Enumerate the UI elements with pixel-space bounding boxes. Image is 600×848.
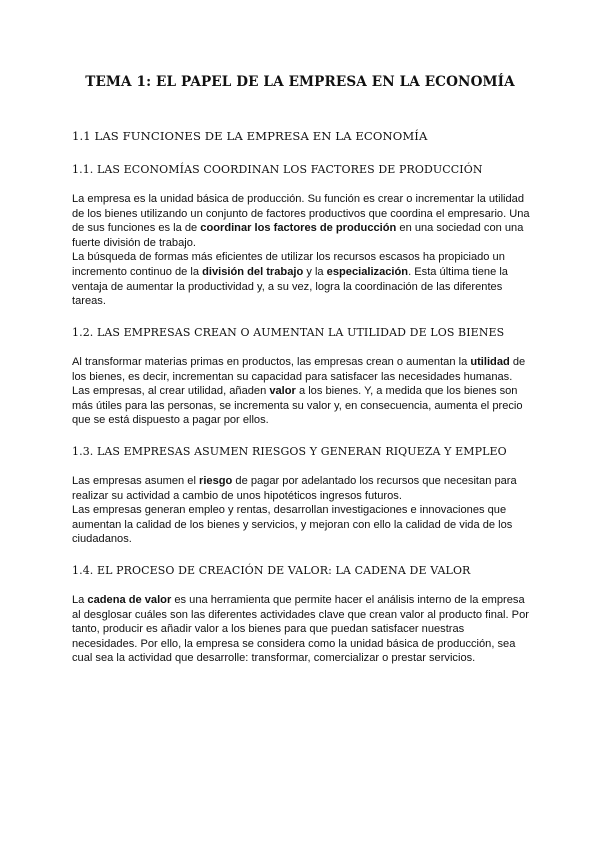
subsection-heading-1-2: 1.2. LAS EMPRESAS CREAN O AUMENTAN LA UTILIDAD DE LOS BIENES <box>72 326 505 339</box>
subsection-body-1-2 <box>72 355 532 428</box>
subsection-body-1-4 <box>72 593 532 666</box>
subsection-body-1-3 <box>72 474 532 547</box>
bold-term: cadena de valor <box>87 594 172 606</box>
paragraph: La búsqueda de formas más eficientes de utilizar los recursos escasos ha propiciado un incremento continuo de la división del trabajo y la especialización. Esta última tiene la ventaja de aumentar la productividad y, a su vez, logra la coordinación de las diferentes tareas. <box>72 251 508 308</box>
bold-term: valor <box>269 385 296 398</box>
subsection-heading-1-3: 1.3. LAS EMPRESAS ASUMEN RIESGOS Y GENERAN RIQUEZA Y EMPLEO <box>72 445 507 458</box>
paragraph: La cadena de valor es una herramienta que permite hacer el análisis interno de la empresa al desglosar cuáles son las diferentes actividades clave que crean valor al producto final. Por tanto, producir es añadir valor a los bienes para que puedan satisfacer nuestras necesidades. Por ello, la empresa se considera como la unidad básica de producción, sea cual sea la actividad que desarrolle: transformar, comercializar o prestar servicios. <box>72 594 529 665</box>
section-heading: 1.1 LAS FUNCIONES DE LA EMPRESA EN LA ECONOMÍA <box>72 129 428 143</box>
subsection-body-1-1 <box>72 192 532 309</box>
document-title: TEMA 1: EL PAPEL DE LA EMPRESA EN LA ECONOMÍA <box>85 74 515 90</box>
bold-term: coordinar los factores de producción <box>200 222 397 235</box>
subsection-heading-1-1: 1.1. LAS ECONOMÍAS COORDINAN LOS FACTORES DE PRODUCCIÓN <box>72 163 483 176</box>
bold-term: división del trabajo <box>202 265 304 278</box>
paragraph: Al transformar materias primas en productos, las empresas crean o aumentan la utilidad de los bienes, es decir, incrementan su capacidad para satisfacer las necesidades humanas. Las empresas, al crear utilidad, añaden valor a los bienes. Y, a medida que los bienes son más útiles para las personas, se incrementa su valor y, en consecuencia, aumenta el precio que se está dispuesto a pagar por ellos. <box>72 356 526 427</box>
paragraph: Las empresas generan empleo y rentas, desarrollan investigaciones e innovaciones que aumentan la calidad de los bienes y servicios, y mejoran con ello la calidad de vida de los ciudadanos. <box>72 504 513 546</box>
bold-term: especialización <box>326 265 409 278</box>
subsection-heading-1-4: 1.4. EL PROCESO DE CREACIÓN DE VALOR: LA CADENA DE VALOR <box>72 564 471 577</box>
bold-term: riesgo <box>199 475 233 487</box>
bold-term: utilidad <box>470 356 510 368</box>
paragraph: Las empresas asumen el riesgo de pagar por adelantado los recursos que necesitan para realizar su actividad a cambio de unos hipotéticos ingresos futuros. <box>72 475 517 502</box>
paragraph: La empresa es la unidad básica de producción. Su función es crear o incrementar la utilidad de los bienes utilizando un conjunto de factores productivos que coordina el empresario. Una de sus funciones es la de coordinar los factores de producción en una sociedad con una fuerte división de trabajo. <box>72 193 530 249</box>
